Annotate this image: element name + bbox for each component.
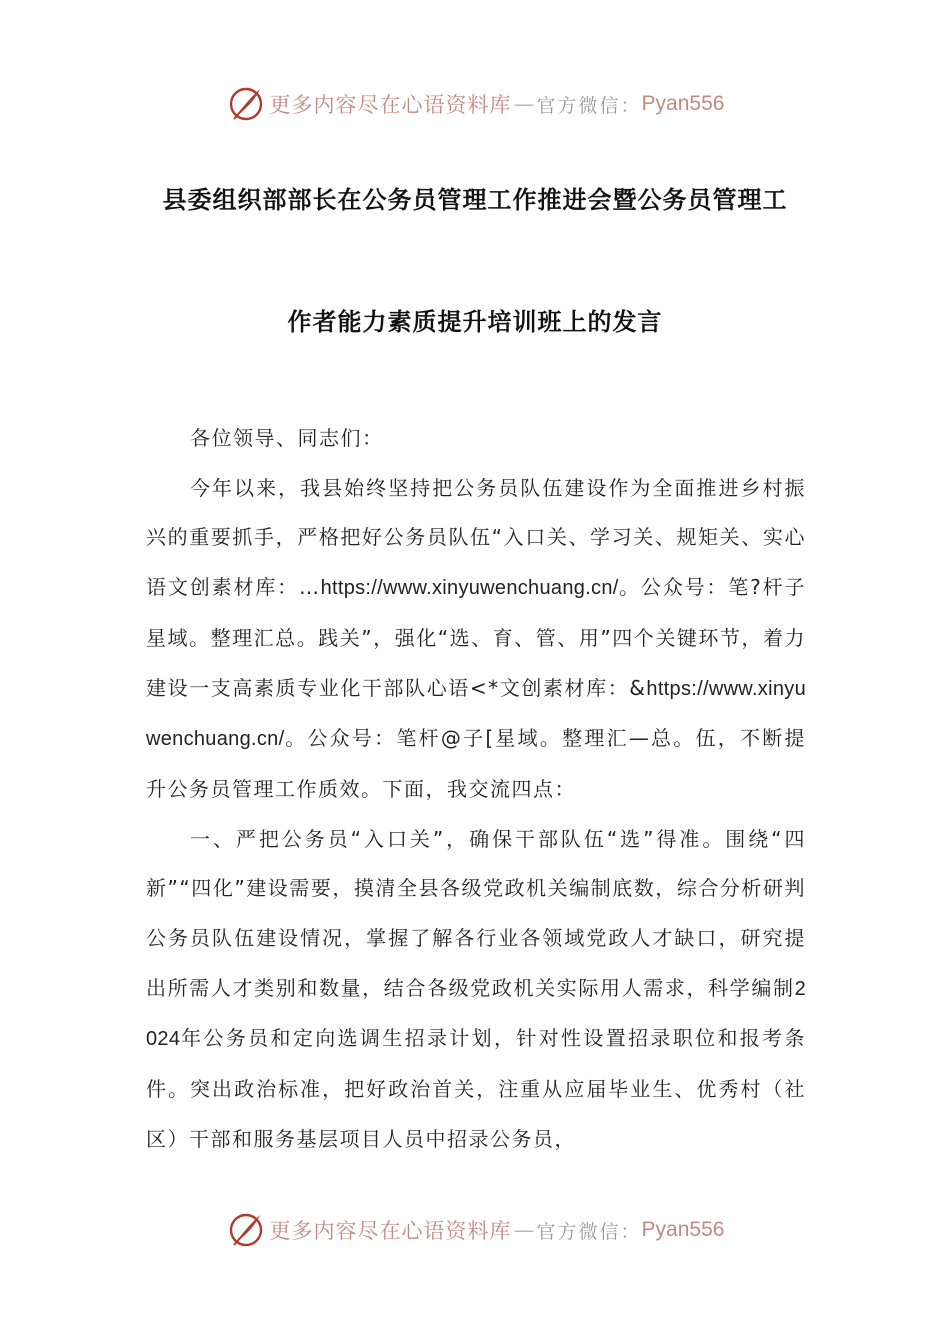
footer-contact-label: 官方微信：: [536, 1220, 642, 1243]
banner-slogan: 更多内容尽在心语资料库: [269, 93, 512, 117]
paragraph-point-one: [146, 815, 806, 1165]
paragraph-intro-part-2: 。公众号：笔?杆子星域。整理汇总。践关”，强化“选、育、管、用”四个关键环节，着力建设一支高素质专业化干部队心语<*文创素材库：&: [146, 575, 807, 700]
document-title-line-2: 作者能力素质提升培训班上的发言: [287, 308, 663, 336]
banner-wechat-id: Pyan556: [641, 92, 725, 115]
footer-banner: [0, 1208, 950, 1252]
banner-contact-label: 官方微信：: [536, 94, 642, 117]
footer-slogan: 更多内容尽在心语资料库: [269, 1219, 512, 1243]
quill-pen-logo-icon: [226, 1210, 266, 1250]
source-url-1: https://www.xinyuwenchuang.cn/: [320, 577, 619, 600]
source-url-2: https://www.xinyuwenchuang.cn/: [146, 677, 806, 751]
banner-separator: —: [513, 92, 535, 116]
document-title-line-1: 县委组织部部长在公务员管理工作推进会暨公务员管理工: [162, 186, 788, 214]
paragraph-point-one-part-2: 年公务员和定向选调生招录计划，针对性设置招录职位和报考条件。突出政治标准，把好政治首关，注重从应届毕业生、优秀村（社区）干部和服务基层项目人员中招录公务员，: [146, 1026, 806, 1151]
header-banner: [0, 82, 950, 126]
paragraph-intro-part-1: 今年以来，我县始终坚持把公务员队伍建设作为全面推进乡村振兴的重要抓手，严格把好公务员队伍“入口关、学习关、规矩关、实心语文创素材库：…: [146, 475, 806, 600]
footer-wechat-id: Pyan556: [641, 1218, 725, 1241]
paragraph-intro-part-3: 。公众号：笔杆@子[星域。整理汇—总。伍，不断提升公务员管理工作质效。下面，我交流四点：: [146, 726, 806, 801]
plan-year: 2024: [146, 977, 806, 1051]
paragraph-intro: [146, 464, 806, 815]
document-body: [146, 414, 806, 1165]
footer-separator: —: [513, 1218, 535, 1242]
quill-pen-logo-icon: [226, 84, 266, 124]
paragraph-point-one-part-1: 一、严把公务员“入口关”，确保干部队伍“选”得准。围绕“四新”“四化”建设需要，摸清全县各级党政机关编制底数，综合分析研判公务员队伍建设情况，掌握了解各行业各领域党政人才缺口，研究提出所需人才类别和数量，结合各级党政机关实际用人需求，科学编制: [146, 826, 806, 1000]
greeting-paragraph: 各位领导、同志们：: [190, 426, 384, 450]
